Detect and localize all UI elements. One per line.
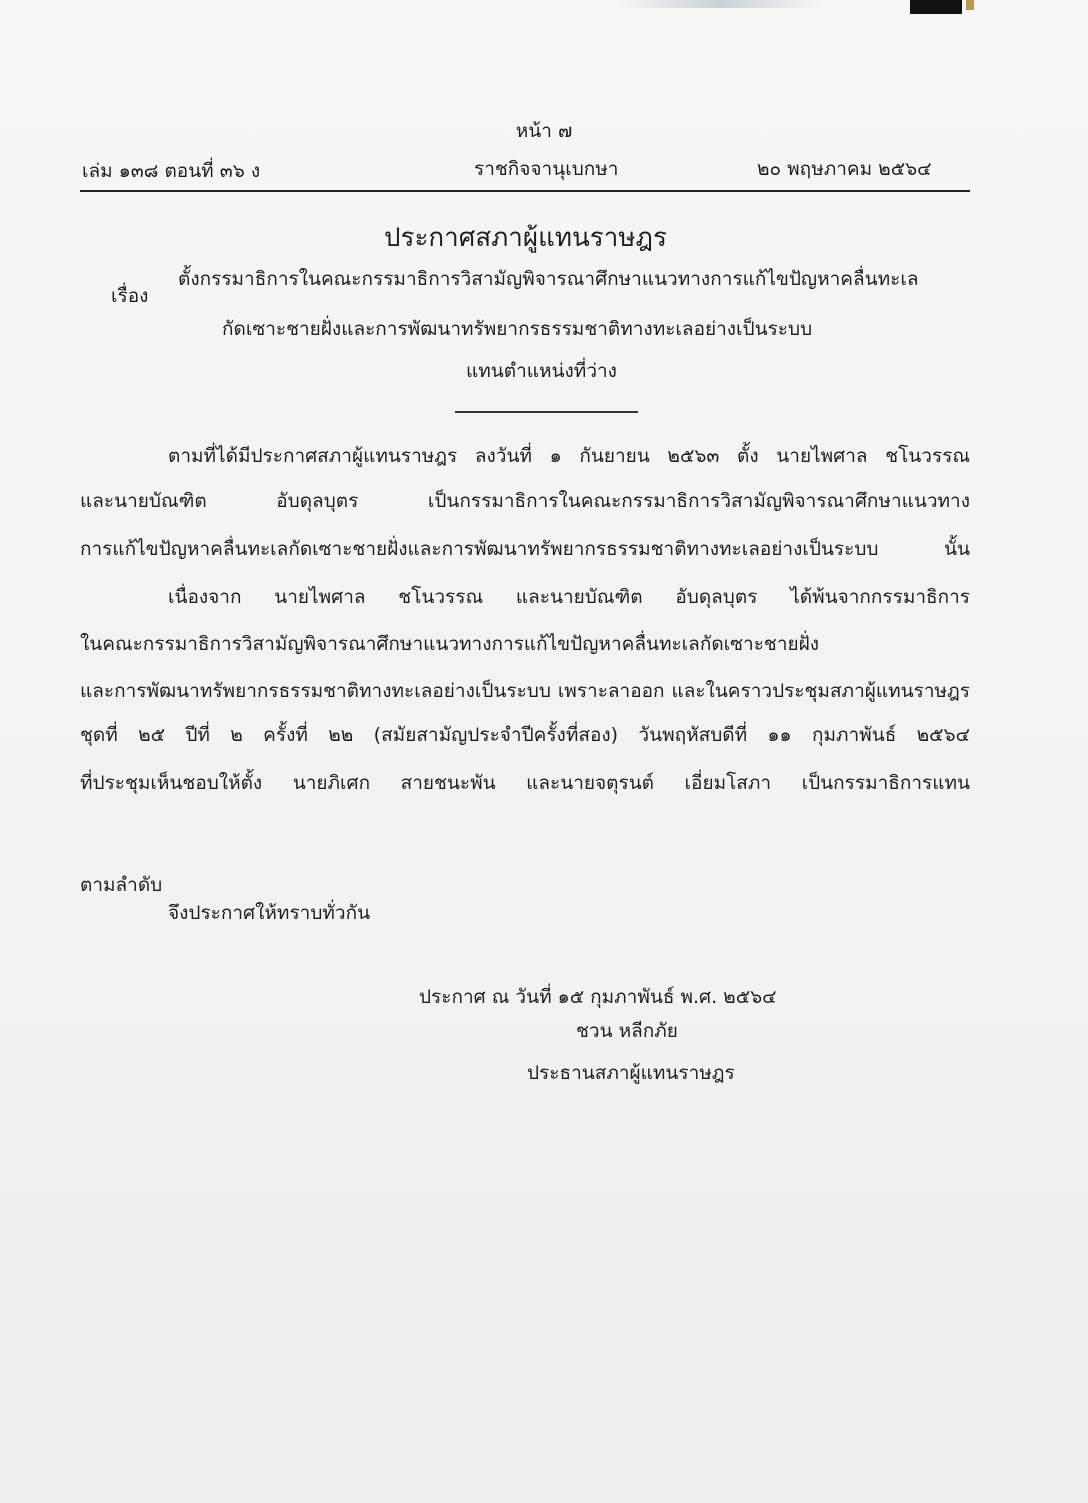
announcement-title: ประกาศสภาผู้แทนราษฎร <box>384 223 667 253</box>
subject-label: เรื่อง <box>111 285 149 307</box>
signature-date: ประกาศ ณ วันที่ ๑๕ กุมภาพันธ์ พ.ศ. ๒๕๖๔ <box>419 986 777 1008</box>
gazette-date: ๒๐ พฤษภาคม ๒๕๖๔ <box>757 158 932 180</box>
subject-line-3: แทนตำแหน่งที่ว่าง <box>466 360 617 382</box>
body-line: ตามลำดับ <box>80 874 163 896</box>
body-line: และการพัฒนาทรัพยากรธรรมชาติทางทะเลอย่างเป็นระบบ เพราะลาออก และในคราวประชุมสภาผู้แทนราษฎร <box>80 680 970 702</box>
closing-statement: จึงประกาศให้ทราบทั่วกัน <box>168 902 371 924</box>
subject-line-2: กัดเซาะชายฝั่งและการพัฒนาทรัพยากรธรรมชาติทางทะเลอย่างเป็นระบบ <box>222 318 813 340</box>
body-line: ชุดที่ ๒๕ ปีที่ ๒ ครั้งที่ ๒๒ (สมัยสามัญประจำปีครั้งที่สอง) วันพฤหัสบดีที่ ๑๑ กุมภาพันธ์ ๒๕๖๔ <box>80 724 970 746</box>
scan-edge-mark <box>910 0 980 14</box>
scan-edge-artifact <box>620 0 820 8</box>
body-line: และนายบัณฑิต อับดุลบุตร เป็นกรรมาธิการในคณะกรรมาธิการวิสามัญพิจารณาศึกษาแนวทาง <box>80 490 970 512</box>
page-number: หน้า ๗ <box>515 120 573 142</box>
header-divider <box>80 190 970 192</box>
signatory-position: ประธานสภาผู้แทนราษฎร <box>527 1062 735 1084</box>
body-line: เนื่องจาก นายไพศาล ชโนวรรณ และนายบัณฑิต อับดุลบุตร ได้พ้นจากกรรมาธิการ <box>168 586 970 608</box>
volume-issue: เล่ม ๑๓๘ ตอนที่ ๓๖ ง <box>82 160 261 182</box>
body-line: ในคณะกรรมาธิการวิสามัญพิจารณาศึกษาแนวทางการแก้ไขปัญหาคลื่นทะเลกัดเซาะชายฝั่ง <box>80 633 820 655</box>
body-line: การแก้ไขปัญหาคลื่นทะเลกัดเซาะชายฝั่งและการพัฒนาทรัพยากรธรรมชาติทางทะเลอย่างเป็นระบบ นั้น <box>80 538 970 560</box>
signatory-name: ชวน หลีกภัย <box>576 1020 678 1042</box>
subject-line-1: ตั้งกรรมาธิการในคณะกรรมาธิการวิสามัญพิจารณาศึกษาแนวทางการแก้ไขปัญหาคลื่นทะเล <box>178 268 919 290</box>
body-line: ที่ประชุมเห็นชอบให้ตั้ง นายภิเศก สายชนะพัน และนายจตุรนต์ เอี่ยมโสภา เป็นกรรมาธิการแทน <box>80 772 970 794</box>
gazette-name: ราชกิจจานุเบกษา <box>474 158 619 180</box>
title-underline <box>455 411 638 413</box>
body-line: ตามที่ได้มีประกาศสภาผู้แทนราษฎร ลงวันที่ ๑ กันยายน ๒๕๖๓ ตั้ง นายไพศาล ชโนวรรณ <box>168 445 970 467</box>
